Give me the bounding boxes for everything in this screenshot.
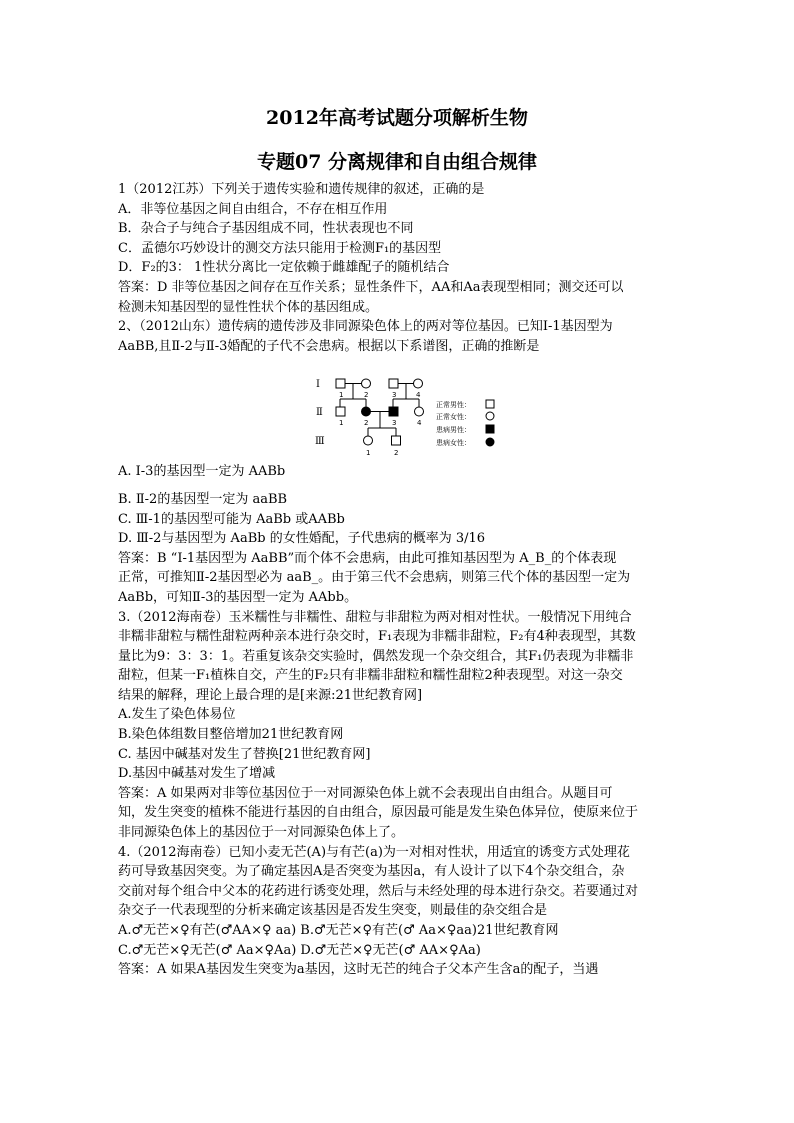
individual-number: 2 bbox=[394, 449, 399, 457]
text-line: C.♂无芒×♀无芒(♂ Aa×♀Aa) D.♂无芒×♀无芒(♂ AA×♀Aa) bbox=[118, 942, 481, 958]
legend-label: 患病男性： bbox=[436, 426, 471, 434]
generation-label: Ⅱ bbox=[316, 407, 323, 418]
pedigree-chart bbox=[306, 375, 506, 463]
text-line: 答案：A 如果A基因发生突变为a基因，这时无芒的纯合子父本产生含a的配子，当遇 bbox=[118, 962, 599, 978]
text-line: 1（2012江苏）下列关于遗传实验和遗传规律的叙述，正确的是 bbox=[118, 182, 485, 197]
text-line: 结果的解释，理论上最合理的是[来源:21世纪教育网] bbox=[118, 687, 423, 703]
text-line: 量比为9：3：3：1。若重复该杂交实验时，偶然发现一个杂交组合，其F₁仍表现为非糯非 bbox=[118, 648, 634, 664]
legend-label: 正常男性： bbox=[436, 401, 471, 409]
line-gap bbox=[118, 482, 678, 490]
text-line: 甜粒，但某一F₁植株自交，产生的F₂只有非糯非甜粒和糯性甜粒2种表现型。对这一杂交 bbox=[118, 668, 623, 684]
text-line: 正常，可推知Ⅱ-2基因型必为 aaB_。由于第三代不会患病，则第三代个体的基因型一定为 bbox=[118, 570, 631, 586]
individual-number: 1 bbox=[366, 449, 371, 457]
text-line: 知，发生突变的植株不能进行基因的自由组合，原因最可能是发生染色体异位，使原来位于 bbox=[118, 805, 639, 821]
text-line: D. Ⅲ-2与基因型为 AaBb 的女性婚配，子代患病的概率为 3/16 bbox=[118, 531, 486, 547]
individual-number: 2 bbox=[364, 391, 369, 399]
individual-number: 4 bbox=[416, 391, 421, 399]
text-line: 3.（2012海南卷）玉米糯性与非糯性、甜粒与非甜粒为两对相对性状。一般情况下用纯合 bbox=[118, 609, 632, 625]
text-line: A.♂无芒×♀有芒(♂AA×♀ aa) B.♂无芒×♀有芒(♂ Aa×♀aa)21世纪教育网 bbox=[118, 923, 559, 938]
document-subtitle: 专题07 分离规律和自由组合规律 bbox=[256, 151, 538, 173]
text-line: 交前对每个组合中父本的花药进行诱变处理，然后与未经处理的母本进行杂交。若要通过对 bbox=[118, 883, 639, 899]
document-body bbox=[118, 180, 678, 980]
gen3-male-2 bbox=[392, 436, 401, 445]
text-line: AaBB,且Ⅱ-2与Ⅱ-3婚配的子代不会患病。根据以下系谱图，正确的推断是 bbox=[118, 338, 540, 354]
text-line: 非糯非甜粒与糯性甜粒两种亲本进行杂交时，F₁表现为非糯非甜粒，F₂有4种表现型，其数 bbox=[118, 629, 636, 645]
gen1-female-2 bbox=[362, 379, 371, 388]
gen1-female-4 bbox=[414, 379, 423, 388]
individual-number: 1 bbox=[339, 419, 344, 427]
document-title: 2012年高考试题分项解析生物 bbox=[266, 107, 528, 129]
gen2-female-4 bbox=[415, 407, 424, 416]
text-line: B.染色体组数目整倍增加21世纪教育网 bbox=[118, 727, 344, 743]
gen2-affected-female-2 bbox=[362, 407, 371, 416]
legend-male-affected-icon bbox=[486, 425, 494, 433]
text-line: B．杂合子与纯合子基因组成不同，性状表现也不同 bbox=[118, 221, 414, 237]
text-line: A．非等位基因之间自由组合，不存在相互作用 bbox=[118, 201, 388, 217]
legend-label: 正常女性： bbox=[436, 413, 471, 421]
text-line: 药可导致基因突变。为了确定基因A是否突变为基因a，有人设计了以下4个杂交组合，杂 bbox=[118, 864, 625, 880]
gen1-male-3 bbox=[389, 379, 398, 388]
legend-female-normal-icon bbox=[486, 412, 494, 420]
text-line: 答案：D 非等位基因之间存在互作关系；显性条件下，AA和Aa表现型相同；测交还可以 bbox=[118, 279, 624, 295]
gen2-male-1 bbox=[336, 407, 345, 416]
text-line: B. Ⅱ-2的基因型一定为 aaBB bbox=[118, 491, 288, 507]
individual-number: 1 bbox=[339, 391, 344, 399]
text-line: A.发生了染色体易位 bbox=[118, 707, 236, 723]
gen2-affected-male-3 bbox=[389, 407, 398, 416]
text-line: 2、（2012山东）遗传病的遗传涉及非同源染色体上的两对等位基因。已知Ⅰ-1基因型为 bbox=[118, 319, 613, 335]
text-line: C．孟德尔巧妙设计的测交方法只能用于检测F₁的基因型 bbox=[118, 240, 442, 256]
text-line: C. 基因中碱基对发生了替换[21世纪教育网] bbox=[118, 746, 371, 762]
text-line: 答案：A 如果两对非等位基因位于一对同源染色体上就不会表现出自由组合。从题目可 bbox=[118, 785, 613, 801]
legend-label: 患病女性： bbox=[436, 439, 471, 447]
text-line: 检测未知基因型的显性性状个体的基因组成。 bbox=[118, 299, 379, 315]
generation-label: Ⅰ bbox=[316, 379, 320, 390]
individual-number: 4 bbox=[417, 419, 422, 427]
text-line: 非同源染色体上的基因位于一对同源染色体上了。 bbox=[118, 825, 405, 841]
text-line: 答案：B “Ⅰ-1基因型为 AaBB”而个体不会患病，由此可推知基因型为 A_B_的个体表现 bbox=[118, 550, 617, 566]
individual-number: 3 bbox=[392, 419, 397, 427]
text-line: AaBb，可知Ⅱ-3的基因型一定为 AAbb。 bbox=[118, 589, 358, 605]
gen1-male-1 bbox=[336, 379, 345, 388]
text-line: C. Ⅲ-1的基因型可能为 AaBb 或AABb bbox=[118, 511, 345, 527]
individual-number: 2 bbox=[364, 419, 369, 427]
individual-number: 3 bbox=[392, 391, 397, 399]
generation-label: Ⅲ bbox=[315, 436, 325, 447]
legend-female-affected-icon bbox=[486, 438, 494, 446]
text-line: D.基因中碱基对发生了增减 bbox=[118, 766, 276, 782]
legend-male-normal-icon bbox=[486, 400, 494, 408]
text-line: A. Ⅰ-3的基因型一定为 AABb bbox=[118, 464, 286, 480]
gen3-female-1 bbox=[364, 436, 373, 445]
text-line: 4.（2012海南卷）已知小麦无芒(A)与有芒(a)为一对相对性状，用适宜的诱变方式处理花 bbox=[118, 844, 630, 860]
text-line: 杂交子一代表现型的分析来确定该基因是否发生突变，则最佳的杂交组合是 bbox=[118, 903, 548, 919]
text-line: D．F₂的3： 1性状分离比一定依赖于雌雄配子的随机结合 bbox=[118, 260, 450, 276]
pedigree-figure bbox=[306, 375, 506, 463]
